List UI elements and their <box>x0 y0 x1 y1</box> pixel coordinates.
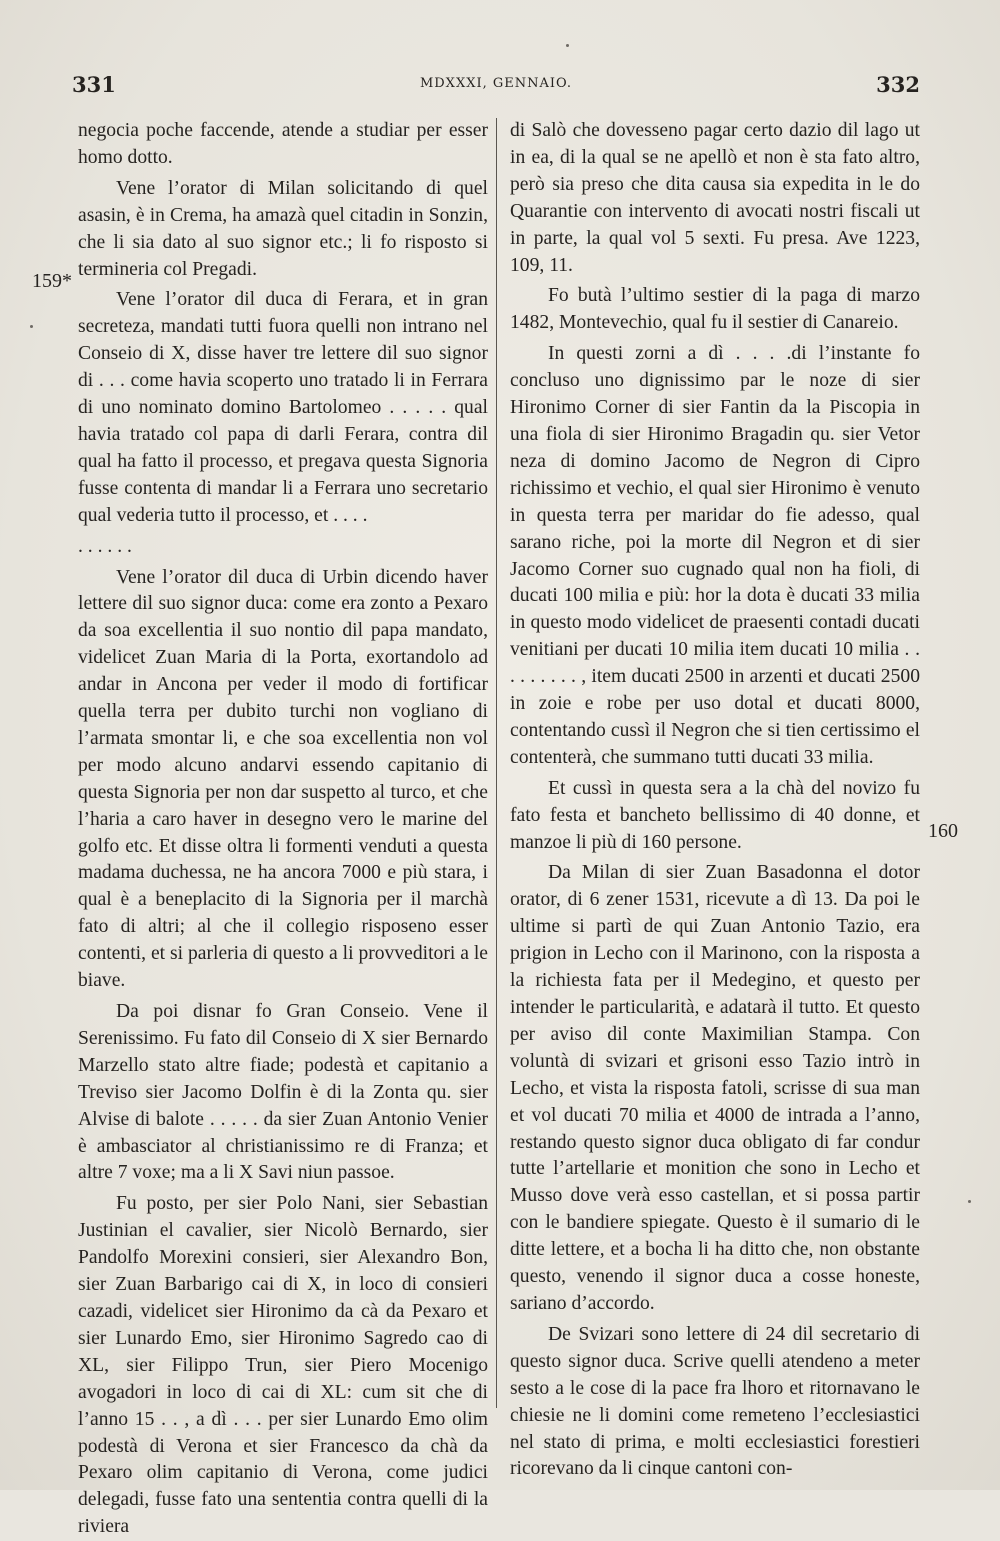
paragraph: In questi zorni a dì . . . .di l’instante fo concluso uno dignissimo par le noze di sier Hironimo Corner di sier Fantin da la Piscopia in una fiola di sier Hironimo Bragadin qu. sier Vetor neza di domino Jacomo de Negron di Cipro richissimo et vechio, el qual sier Hironimo è venuto in questa terra per maridar do fie adesso, qual sarano riche, poi la morte dil Negron et di sier Jacomo Corner suo cugnado qual non ha fioli, di ducati 100 milia e più: hor la dota è ducati 33 milia in questo modo videlicet de praesenti contadi ducati venitiani per ducati 10 milia item ducati 10 milia . . . . . . . . . , item ducati 2500 in arzenti et ducati 2500 in zoie e robe per uso dotal et ducati 8000, contentando cussì il Negron che si tien certissimo el contenterà, che summano tutti ducati 33 milia. <box>510 343 920 768</box>
right-text-column <box>510 118 920 1483</box>
paragraph: Vene l’orator di Milan solicitando di quel asasin, è in Crema, ha amazà quel citadin in Sonzin, che li sia dato al suo signor etc.; li fo risposto si termineria col Pregadi. <box>78 177 488 280</box>
paragraph: Vene l’orator dil duca di Urbin dicendo haver lettere dil suo signor duca: come era zonto a Pexaro da soa excellentia il suo nontio dil papa mandato, videlicet Zuan Maria di la Porta, exortandolo ad andar in Ancona per veder il modo di fortificar quella terra per dubito turchi non vogliano di l’armata smontar li, e che soa excellentia non vol per modo alcuno andarvi essendo capitanio di questa Signoria per non dar suspetto al turco, et che l’haria a caro haver in desegno vero le marine del golfo etc. Et disse oltra li formenti venduti a questa madama duchessa, ne ha ancora 7000 e più stara, i qual è a beneplacito di la Signoria per il marchà fato di altri; al che il collegio risposeno esser contenti, et si parleria di questo a li provveditori a le biave. <box>78 566 488 992</box>
column-divider <box>496 118 497 1408</box>
margin-column-number-right: 160 <box>928 820 958 842</box>
paragraph: De Svizari sono lettere di 24 dil secretario di questo signor duca. Scrive quelli atendeno a meter sesto a le cose di la pace fra lhoro et ritornavano le chiesie ne li domini come remeteno l’ecclesiastici nel stato di prima, e molti ecclesiastici forestieri ricorevano da li cinque cantoni con- <box>510 1323 920 1480</box>
paragraph: negocia poche faccende, atende a studiar per esser homo dotto. <box>78 120 488 168</box>
left-page-number: 331 <box>72 72 116 97</box>
paper-speck <box>968 1200 971 1203</box>
paragraph: Fo butà l’ultimo sestier di la paga di marzo 1482, Montevechio, qual fu il sestier di Canareio. <box>510 285 920 334</box>
left-text-column <box>78 118 488 1541</box>
margin-column-number-left: 159* <box>32 270 72 292</box>
paragraph: Da Milan di sier Zuan Basadonna el dotor orator, di 6 zener 1531, ricevute a dì 13. Da poi le ultime si partì de qui Zuan Antonio Tazio, era prigion in Lecho con il Marinono, con la risposta a la richiesta fata per il Medegino, et questo per intender le particularità, e adatarà il tutto. Et questo per aviso dil conte Maximilian Stampa. Con voluntà di svizari et grisoni esso Tazio intrò in Lecho, et vista la risposta fatoli, scrisse di sua man et vol ducati 70 milia et 4000 de intrada a l’anno, restando questo signor duca obligato di far condur tutte l’artellarie et monition che sono in Lecho et Musso dove verà esso castellan, et si possa partir con le bandiere spiegate. Questo è il sumario di le ditte lettere, et a bocha li ha ditto che, non obstante questo, venendo il signor duca a cosse honeste, sariano d’accordo. <box>510 862 920 1314</box>
paragraph: Fu posto, per sier Polo Nani, sier Sebastian Justinian el cavalier, sier Nicolò Bernardo, sier Pandolfo Morexini consieri, sier Alexandro Bon, sier Zuan Barbarigo cai di X, in loco di consieri cazadi, videlicet sier Hironimo da cà da Pexaro et sier Lunardo Emo, sier Hironimo Sagredo cao di XL, sier Filippo Trun, sier Piero Mocenigo avogadori in loco di cai di XL: cum sit che di l’anno 15 . . , a dì . . . per sier Lunardo Emo olim podestà di Verona et sier Francesco da chà da Pexaro olim capitanio di Verona, come judici delegadi, fusse fato una sententia contra quelli di la riviera <box>78 1193 488 1538</box>
paragraph: Et cussì in questa sera a la chà del novizo fu fato festa et bancheto bellissimo di 40 donne, et manzoe li più di 160 persone. <box>510 777 920 853</box>
paper-speck <box>566 44 569 47</box>
paragraph: Da poi disnar fo Gran Conseio. Vene il Serenissimo. Fu fato dil Conseio di X sier Bernardo Marzello stato altre fiade; podestà et capitanio a Treviso sier Jacomo Dolfin è di la Zonta qu. sier Alvise di balote . . . . . da sier Zuan Antonio Venier è ambasciator al christianissimo re di Franza; et altre 7 voxe; ma a li X Savi niun passoe. <box>78 1001 488 1184</box>
right-page-number: 332 <box>876 72 920 97</box>
paragraph: di Salò che dovesseno pagar certo dazio dil lago ut in ea, di la qual se ne apellò et non è sta fato altro, però sia preso che dita causa sia expedita in le do Quarantie con intervento di avocati nostri fiscali ut in parte, la qual vol 5 sexti. Fu presa. Ave 1223, 109, 11. <box>510 120 920 276</box>
paragraph: . . . . . . <box>78 535 132 557</box>
paragraph: Vene l’orator dil duca di Ferara, et in gran secreteza, mandati tutti fuora quelli non intrano nel Conseio di X, disse haver tre lettere dil suo signor di . . . come havia scoperto uno tratado li in Ferrara di uno nominato domino Bartolomeo . . . . . qual havia tratado col papa di darli Ferara, contra dil qual ha fatto il processo, et pregava questa Signoria fusse contenta di mandar li a Ferrara uno secretario qual vederia tutto il processo, et . . . . <box>78 289 488 526</box>
paper-speck <box>30 325 33 328</box>
running-header <box>72 72 920 104</box>
running-title: MDXXXI, GENNAIO. <box>419 76 573 91</box>
